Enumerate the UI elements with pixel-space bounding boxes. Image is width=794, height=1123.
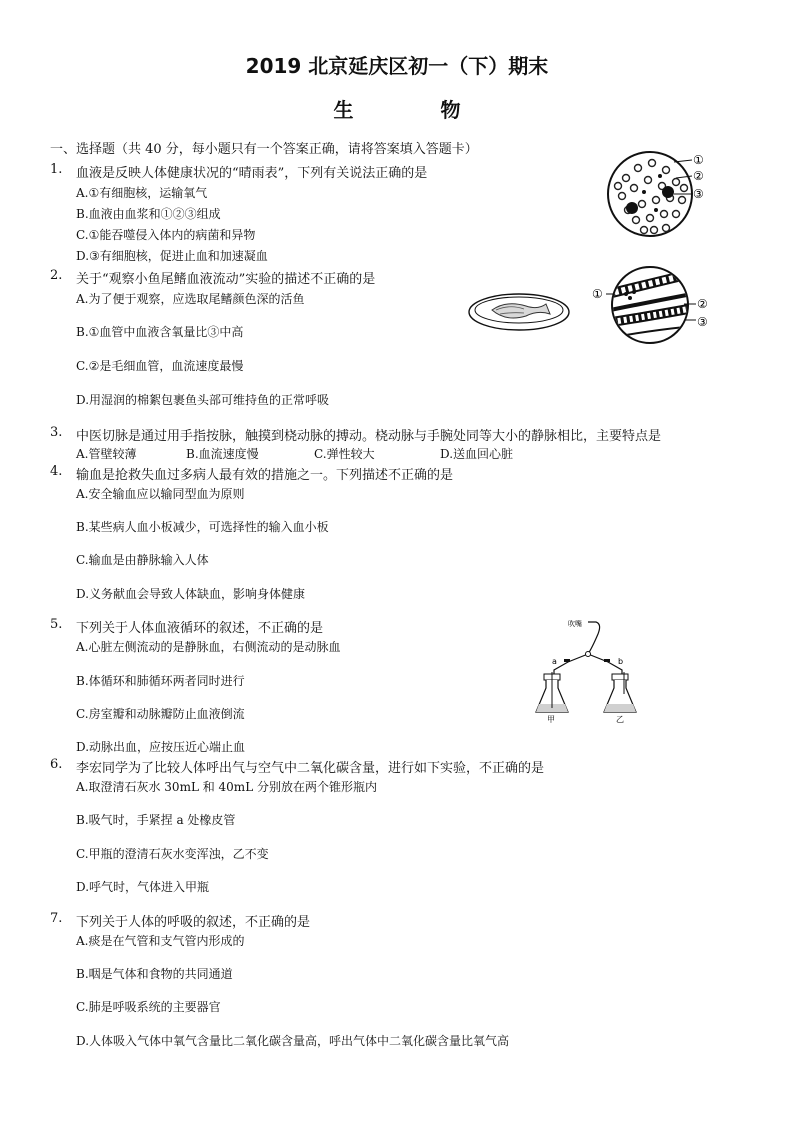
option-a: A.心脏左侧流动的是静脉血，右侧流动的是动脉血 xyxy=(76,640,341,654)
option-c: C.输血是由静脉输入人体 xyxy=(76,553,209,567)
option-c: C.①能吞噬侵入体内的病菌和异物 xyxy=(76,228,256,242)
question-text: 李宏同学为了比较人体呼出气与空气中二氧化碳含量，进行如下实验，不正确的是 xyxy=(76,761,545,776)
option-a: A.取澄清石灰水 30mL 和 40mL 分别放在两个锥形瓶内 xyxy=(76,780,377,794)
blood-smear-figure xyxy=(604,148,714,240)
question-number: 2. xyxy=(50,268,63,283)
fish-tail-vessels-figure xyxy=(590,264,720,346)
option-a: A.管壁较薄 xyxy=(76,447,137,461)
label-2: ② xyxy=(697,297,708,311)
question-text: 下列关于人体的呼吸的叙述，不正确的是 xyxy=(76,915,311,930)
option-b: B.血液由血浆和①②③组成 xyxy=(76,207,221,221)
question-text: 关于“观察小鱼尾鳍血液流动”实验的描述不正确的是 xyxy=(76,272,376,287)
option-d: D.呼气时，气体进入甲瓶 xyxy=(76,880,210,894)
question-number: 1. xyxy=(50,162,63,177)
question-text: 输血是抢救失血过多病人最有效的措施之一。下列描述不正确的是 xyxy=(76,468,454,483)
option-b: B.血流速度慢 xyxy=(186,447,259,461)
petri-dish-figure xyxy=(466,290,572,334)
clamp-a-label: a xyxy=(552,657,557,666)
subject-title: 生 物 xyxy=(333,98,501,122)
section-heading: 一、选择题（共 40 分，每小题只有一个答案正确，请将答案填入答题卡） xyxy=(50,142,478,157)
question-number: 5. xyxy=(50,617,63,632)
option-b: B.体循环和肺循环两者同时进行 xyxy=(76,674,245,688)
question-number: 6. xyxy=(50,757,63,772)
option-b: B.咽是气体和食物的共同通道 xyxy=(76,967,233,981)
option-c: C.房室瓣和动脉瓣防止血液倒流 xyxy=(76,707,245,721)
question-text: 血液是反映人体健康状况的“晴雨表”，下列有关说法正确的是 xyxy=(76,166,428,181)
exam-title: 2019 北京延庆区初一（下）期末 xyxy=(245,54,549,78)
option-a: A.痰是在气管和支气管内形成的 xyxy=(76,934,245,948)
question-number: 3. xyxy=(50,425,63,440)
option-c: C.②是毛细血管，血流速度最慢 xyxy=(76,359,244,373)
option-c: C.肺是呼吸系统的主要器官 xyxy=(76,1000,221,1014)
option-d: D.动脉出血，应按压近心端止血 xyxy=(76,740,246,754)
label-3: ③ xyxy=(693,187,704,201)
option-c: C.甲瓶的澄清石灰水变浑浊，乙不变 xyxy=(76,847,269,861)
flask-yi-label: 乙 xyxy=(616,715,624,724)
mouthpiece-label: 吹嘴 xyxy=(568,620,582,628)
label-3: ③ xyxy=(697,315,708,329)
breathing-apparatus-figure xyxy=(532,614,642,724)
question-number: 4. xyxy=(50,464,63,479)
option-d: D.义务献血会导致人体缺血，影响身体健康 xyxy=(76,587,306,601)
question-text: 下列关于人体血液循环的叙述，不正确的是 xyxy=(76,621,324,636)
option-c: C.弹性较大 xyxy=(314,447,375,461)
clamp-b-label: b xyxy=(618,657,624,666)
label-1: ① xyxy=(592,287,603,301)
question-number: 7. xyxy=(50,911,63,926)
option-b: B.①血管中血液含氧量比③中高 xyxy=(76,325,244,339)
option-d: D.用湿润的棉絮包裹鱼头部可维持鱼的正常呼吸 xyxy=(76,393,330,407)
option-a: A.安全输血应以输同型血为原则 xyxy=(76,487,245,501)
label-1: ① xyxy=(693,153,704,167)
option-d: D.③有细胞核，促进止血和加速凝血 xyxy=(76,249,268,263)
flask-jia-label: 甲 xyxy=(547,715,555,724)
option-a: A.①有细胞核，运输氧气 xyxy=(76,186,208,200)
label-2: ② xyxy=(693,169,704,183)
option-d: D.送血回心脏 xyxy=(440,447,514,461)
option-b: B.某些病人血小板减少，可选择性的输入血小板 xyxy=(76,520,329,534)
question-text: 中医切脉是通过用手指按脉，触摸到桡动脉的搏动。桡动脉与手腕处同等大小的静脉相比，主要特点是 xyxy=(76,429,662,444)
option-a: A.为了便于观察，应选取尾鳍颜色深的活鱼 xyxy=(76,292,305,306)
option-d: D.人体吸入气体中氧气含量比二氧化碳含量高，呼出气体中二氧化碳含量比氧气高 xyxy=(76,1034,510,1048)
option-b: B.吸气时，手紧捏 a 处橡皮管 xyxy=(76,813,236,827)
